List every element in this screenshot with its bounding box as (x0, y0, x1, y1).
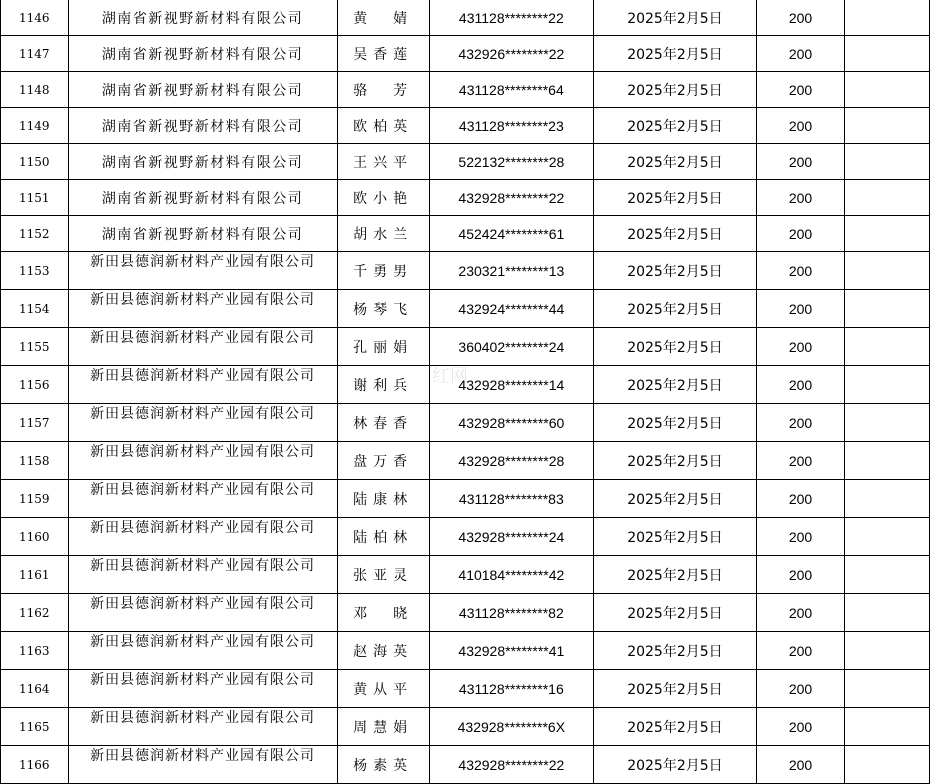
blank-cell (845, 216, 930, 252)
blank-cell (845, 0, 930, 36)
id-number-cell: 432928********60 (429, 404, 593, 442)
name-cell: 欧柏英 (337, 108, 429, 144)
name-cell: 骆 芳 (337, 72, 429, 108)
id-number-cell: 432926********22 (429, 36, 593, 72)
blank-cell (845, 366, 930, 404)
name-cell: 谢利兵 (337, 366, 429, 404)
table-row (1, 216, 930, 252)
amount-cell: 200 (756, 290, 844, 328)
row-index: 1152 (1, 216, 69, 252)
table-row (1, 328, 930, 366)
date-cell: 2025年2月5日 (593, 746, 756, 784)
name-cell: 陆柏林 (337, 518, 429, 556)
id-number-cell: 432928********22 (429, 180, 593, 216)
name-cell: 黄 婧 (337, 0, 429, 36)
amount-cell: 200 (756, 36, 844, 72)
company-cell: 湖南省新视野新材料有限公司 (68, 216, 337, 252)
table-row (1, 670, 930, 708)
date-cell: 2025年2月5日 (593, 0, 756, 36)
table-row (1, 746, 930, 784)
date-cell: 2025年2月5日 (593, 670, 756, 708)
blank-cell (845, 36, 930, 72)
date-cell: 2025年2月5日 (593, 252, 756, 290)
amount-cell: 200 (756, 556, 844, 594)
name-cell: 盘万香 (337, 442, 429, 480)
amount-cell: 200 (756, 252, 844, 290)
company-cell: 新田县德润新材料产业园有限公司 (68, 442, 337, 480)
company-cell: 湖南省新视野新材料有限公司 (68, 144, 337, 180)
row-index: 1160 (1, 518, 69, 556)
row-index: 1153 (1, 252, 69, 290)
amount-cell: 200 (756, 72, 844, 108)
amount-cell: 200 (756, 670, 844, 708)
name-cell: 孔丽娟 (337, 328, 429, 366)
row-index: 1151 (1, 180, 69, 216)
table-row (1, 252, 930, 290)
row-index: 1161 (1, 556, 69, 594)
blank-cell (845, 708, 930, 746)
company-cell: 湖南省新视野新材料有限公司 (68, 108, 337, 144)
id-number-cell: 432928********6X (429, 708, 593, 746)
amount-cell: 200 (756, 442, 844, 480)
amount-cell: 200 (756, 708, 844, 746)
name-cell: 邓 晓 (337, 594, 429, 632)
id-number-cell: 431128********64 (429, 72, 593, 108)
blank-cell (845, 404, 930, 442)
company-cell: 新田县德润新材料产业园有限公司 (68, 632, 337, 670)
table-row (1, 180, 930, 216)
blank-cell (845, 72, 930, 108)
company-cell: 湖南省新视野新材料有限公司 (68, 36, 337, 72)
date-cell: 2025年2月5日 (593, 144, 756, 180)
date-cell: 2025年2月5日 (593, 108, 756, 144)
company-cell: 新田县德润新材料产业园有限公司 (68, 556, 337, 594)
company-cell: 新田县德润新材料产业园有限公司 (68, 252, 337, 290)
table-row (1, 442, 930, 480)
blank-cell (845, 746, 930, 784)
id-number-cell: 410184********42 (429, 556, 593, 594)
name-cell: 胡水兰 (337, 216, 429, 252)
row-index: 1163 (1, 632, 69, 670)
row-index: 1165 (1, 708, 69, 746)
company-cell: 新田县德润新材料产业园有限公司 (68, 518, 337, 556)
blank-cell (845, 290, 930, 328)
date-cell: 2025年2月5日 (593, 442, 756, 480)
date-cell: 2025年2月5日 (593, 556, 756, 594)
company-cell: 湖南省新视野新材料有限公司 (68, 0, 337, 36)
name-cell: 黄从平 (337, 670, 429, 708)
row-index: 1149 (1, 108, 69, 144)
row-index: 1150 (1, 144, 69, 180)
row-index: 1158 (1, 442, 69, 480)
amount-cell: 200 (756, 216, 844, 252)
amount-cell: 200 (756, 746, 844, 784)
id-number-cell: 432928********14 (429, 366, 593, 404)
company-cell: 新田县德润新材料产业园有限公司 (68, 746, 337, 784)
amount-cell: 200 (756, 0, 844, 36)
company-cell: 新田县德润新材料产业园有限公司 (68, 290, 337, 328)
name-cell: 林春香 (337, 404, 429, 442)
table-row (1, 108, 930, 144)
table-body (1, 0, 930, 784)
amount-cell: 200 (756, 632, 844, 670)
row-index: 1147 (1, 36, 69, 72)
blank-cell (845, 594, 930, 632)
date-cell: 2025年2月5日 (593, 632, 756, 670)
name-cell: 张亚灵 (337, 556, 429, 594)
blank-cell (845, 144, 930, 180)
id-number-cell: 431128********16 (429, 670, 593, 708)
blank-cell (845, 108, 930, 144)
date-cell: 2025年2月5日 (593, 518, 756, 556)
date-cell: 2025年2月5日 (593, 290, 756, 328)
amount-cell: 200 (756, 594, 844, 632)
table-row (1, 366, 930, 404)
company-cell: 新田县德润新材料产业园有限公司 (68, 480, 337, 518)
id-number-cell: 432928********28 (429, 442, 593, 480)
table-row (1, 518, 930, 556)
company-cell: 新田县德润新材料产业园有限公司 (68, 594, 337, 632)
amount-cell: 200 (756, 144, 844, 180)
id-number-cell: 360402********24 (429, 328, 593, 366)
blank-cell (845, 442, 930, 480)
date-cell: 2025年2月5日 (593, 36, 756, 72)
date-cell: 2025年2月5日 (593, 366, 756, 404)
date-cell: 2025年2月5日 (593, 216, 756, 252)
watermark: 红网 (432, 366, 468, 387)
company-cell: 湖南省新视野新材料有限公司 (68, 72, 337, 108)
id-number-cell: 452424********61 (429, 216, 593, 252)
name-cell: 赵海英 (337, 632, 429, 670)
amount-cell: 200 (756, 366, 844, 404)
table-row (1, 480, 930, 518)
row-index: 1154 (1, 290, 69, 328)
table-row (1, 556, 930, 594)
blank-cell (845, 180, 930, 216)
company-cell: 新田县德润新材料产业园有限公司 (68, 328, 337, 366)
name-cell: 吴香莲 (337, 36, 429, 72)
date-cell: 2025年2月5日 (593, 180, 756, 216)
date-cell: 2025年2月5日 (593, 480, 756, 518)
table-row (1, 0, 930, 36)
company-cell: 新田县德润新材料产业园有限公司 (68, 366, 337, 404)
amount-cell: 200 (756, 480, 844, 518)
row-index: 1155 (1, 328, 69, 366)
company-cell: 新田县德润新材料产业园有限公司 (68, 708, 337, 746)
id-number-cell: 432928********24 (429, 518, 593, 556)
blank-cell (845, 328, 930, 366)
blank-cell (845, 556, 930, 594)
blank-cell (845, 252, 930, 290)
name-cell: 王兴平 (337, 144, 429, 180)
name-cell: 欧小艳 (337, 180, 429, 216)
date-cell: 2025年2月5日 (593, 404, 756, 442)
id-number-cell: 432924********44 (429, 290, 593, 328)
table-row (1, 72, 930, 108)
name-cell: 千勇男 (337, 252, 429, 290)
row-index: 1159 (1, 480, 69, 518)
table-row (1, 144, 930, 180)
table-row (1, 404, 930, 442)
id-number-cell: 522132********28 (429, 144, 593, 180)
table-row (1, 632, 930, 670)
company-cell: 湖南省新视野新材料有限公司 (68, 180, 337, 216)
id-number-cell: 431128********82 (429, 594, 593, 632)
table-row (1, 290, 930, 328)
blank-cell (845, 632, 930, 670)
row-index: 1166 (1, 746, 69, 784)
id-number-cell: 431128********23 (429, 108, 593, 144)
amount-cell: 200 (756, 328, 844, 366)
date-cell: 2025年2月5日 (593, 708, 756, 746)
name-cell: 陆康林 (337, 480, 429, 518)
row-index: 1162 (1, 594, 69, 632)
blank-cell (845, 518, 930, 556)
blank-cell (845, 480, 930, 518)
amount-cell: 200 (756, 518, 844, 556)
id-number-cell: 431128********22 (429, 0, 593, 36)
row-index: 1148 (1, 72, 69, 108)
table-row (1, 594, 930, 632)
id-number-cell: 432928********41 (429, 632, 593, 670)
company-cell: 新田县德润新材料产业园有限公司 (68, 404, 337, 442)
blank-cell (845, 670, 930, 708)
date-cell: 2025年2月5日 (593, 594, 756, 632)
date-cell: 2025年2月5日 (593, 328, 756, 366)
name-cell: 杨素英 (337, 746, 429, 784)
amount-cell: 200 (756, 180, 844, 216)
id-number-cell: 230321********13 (429, 252, 593, 290)
table-row (1, 36, 930, 72)
table-row (1, 708, 930, 746)
row-index: 1164 (1, 670, 69, 708)
amount-cell: 200 (756, 108, 844, 144)
row-index: 1157 (1, 404, 69, 442)
date-cell: 2025年2月5日 (593, 72, 756, 108)
row-index: 1146 (1, 0, 69, 36)
amount-cell: 200 (756, 404, 844, 442)
name-cell: 周慧娟 (337, 708, 429, 746)
id-number-cell: 432928********22 (429, 746, 593, 784)
id-number-cell: 431128********83 (429, 480, 593, 518)
company-cell: 新田县德润新材料产业园有限公司 (68, 670, 337, 708)
row-index: 1156 (1, 366, 69, 404)
name-cell: 杨琴飞 (337, 290, 429, 328)
